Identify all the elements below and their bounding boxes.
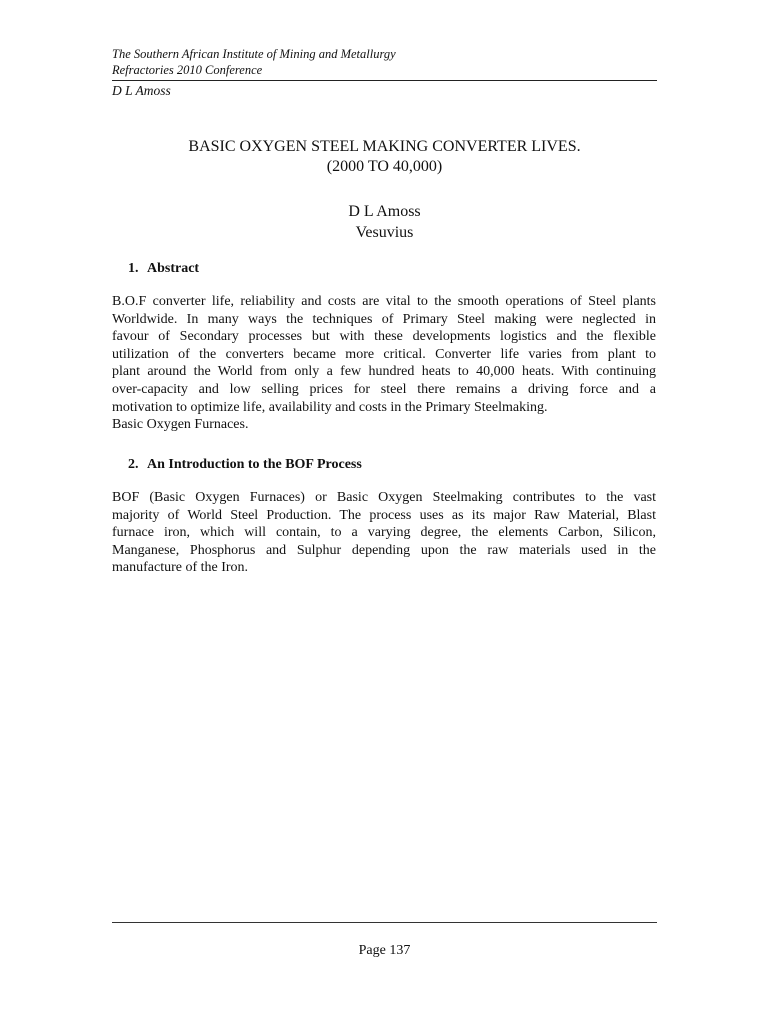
text-line: over-capacity and low selling prices for steel there remains a driving force and a — [112, 381, 656, 397]
text-line: manufacture of the Iron. — [112, 560, 249, 576]
title-line-1: BASIC OXYGEN STEEL MAKING CONVERTER LIVES. — [188, 138, 581, 155]
title-line-2: (2000 TO 40,000) — [326, 158, 443, 175]
byline-author: D L Amoss — [348, 203, 421, 220]
text-line: BOF (Basic Oxygen Furnaces) or Basic Oxygen Steelmaking contributes to the vast — [112, 490, 656, 505]
text-line: Basic Oxygen Furnaces. — [112, 417, 249, 433]
byline-affiliation: Vesuvius — [355, 224, 414, 241]
page-number: Page 137 — [358, 943, 411, 958]
paper-title — [112, 137, 657, 177]
section-heading-introduction — [128, 456, 362, 474]
text-line: Worldwide. In many ways the techniques of Primary Steel making were neglected in — [112, 311, 656, 327]
abstract-paragraph — [112, 293, 656, 434]
byline — [112, 201, 657, 243]
text-line: motivation to optimize life, availability and costs in the Primary Steelmaking. — [112, 399, 548, 415]
section-number: 1. — [128, 261, 139, 276]
header-rule — [112, 80, 657, 81]
running-header — [112, 46, 657, 99]
introduction-paragraph — [112, 489, 656, 577]
section-title: Abstract — [147, 261, 200, 276]
text-line: furnace iron, which will contain, to a varying degree, the elements Carbon, Silicon, — [112, 525, 656, 541]
section-heading-abstract — [128, 260, 199, 278]
footer-rule — [112, 922, 657, 923]
text-line: plant around the World from only a few hundred heats to 40,000 heats. With continuing — [112, 364, 656, 380]
text-line: favour of Secondary processes but with these developments logistics and the flexible — [112, 329, 656, 345]
section-number: 2. — [128, 457, 139, 472]
header-author: D L Amoss — [112, 83, 171, 98]
text-line: B.O.F converter life, reliability and costs are vital to the smooth operations of Steel plants — [112, 294, 656, 309]
text-line: Manganese, Phosphorus and Sulphur depending upon the raw materials used in the — [112, 542, 656, 558]
text-line: utilization of the converters became more critical. Converter life varies from plant to — [112, 346, 656, 362]
section-title: An Introduction to the BOF Process — [147, 457, 362, 472]
text-line: majority of World Steel Production. The process uses as its major Raw Material, Blast — [112, 507, 656, 523]
header-institute: The Southern African Institute of Mining and Metallurgy — [112, 47, 396, 61]
header-conference: Refractories 2010 Conference — [112, 63, 263, 77]
